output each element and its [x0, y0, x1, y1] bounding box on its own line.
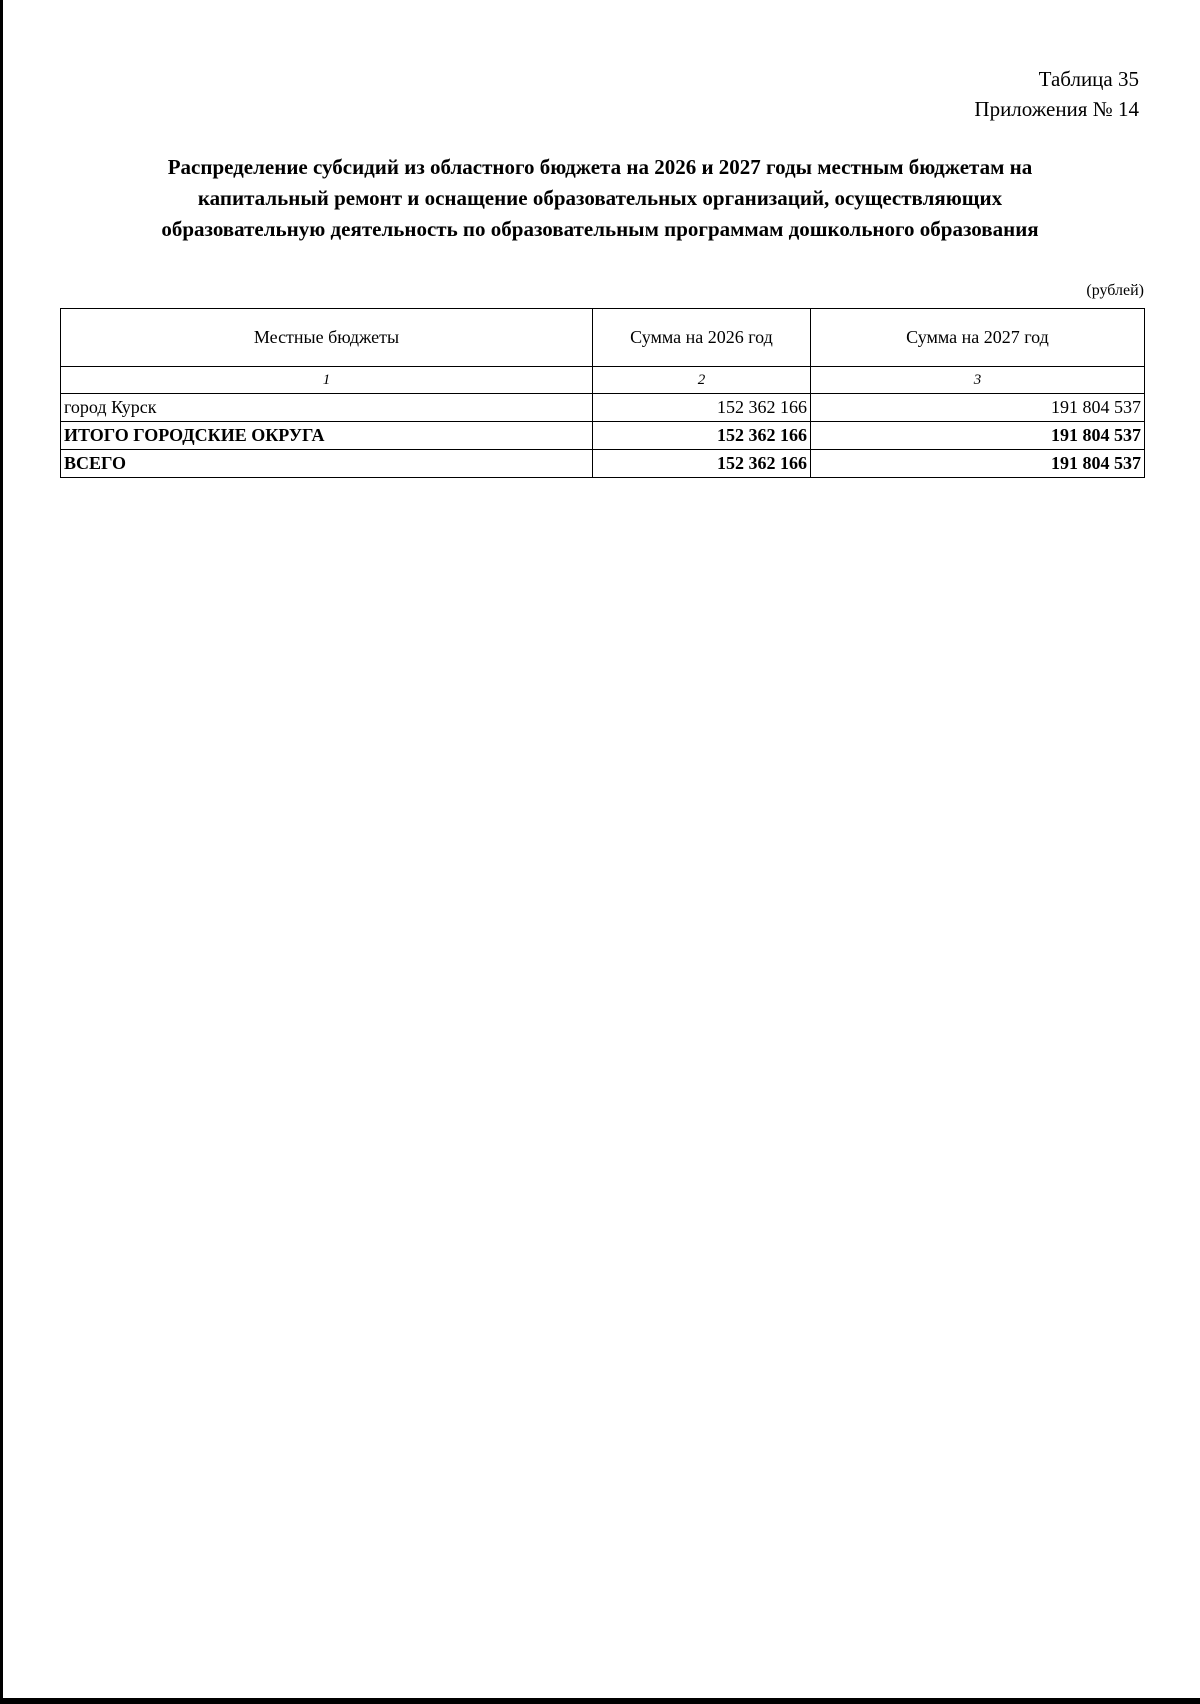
column-number-1: 1 — [61, 367, 593, 394]
budget-table — [60, 308, 1145, 478]
table-row — [61, 422, 1145, 450]
scan-border-left — [0, 0, 3, 1704]
row-name: город Курск — [61, 394, 593, 422]
table-label: Таблица 35 — [1038, 67, 1139, 91]
header-sum-2026: Сумма на 2026 год — [593, 309, 811, 367]
row-sum-2026: 152 362 166 — [593, 450, 811, 478]
unit-note: (рублей) — [1086, 282, 1144, 299]
row-sum-2027: 191 804 537 — [811, 394, 1145, 422]
column-number-3: 3 — [811, 367, 1145, 394]
title-line-1: Распределение субсидий из областного бюджета на 2026 и 2027 годы местным бюджетам на — [167, 155, 1033, 179]
header-local-budgets: Местные бюджеты — [61, 309, 593, 367]
row-sum-2026: 152 362 166 — [593, 422, 811, 450]
table-row — [61, 394, 1145, 422]
row-sum-2027: 191 804 537 — [811, 450, 1145, 478]
row-name: ВСЕГО — [61, 450, 593, 478]
row-sum-2027: 191 804 537 — [811, 422, 1145, 450]
row-sum-2026: 152 362 166 — [593, 394, 811, 422]
document-title — [60, 152, 1140, 245]
row-name: ИТОГО ГОРОДСКИЕ ОКРУГА — [61, 422, 593, 450]
table-row — [61, 450, 1145, 478]
header-sum-2027: Сумма на 2027 год — [811, 309, 1145, 367]
table-reference — [974, 64, 1139, 124]
column-number-2: 2 — [593, 367, 811, 394]
appendix-label: Приложения № 14 — [974, 97, 1139, 121]
table-header-row — [61, 309, 1145, 367]
title-line-2: капитальный ремонт и оснащение образовательных организаций, осуществляющих — [197, 186, 1003, 210]
scan-border-bottom — [0, 1698, 1200, 1704]
column-number-row — [61, 367, 1145, 394]
title-line-3: образовательную деятельность по образовательным программам дошкольного образования — [161, 217, 1039, 241]
